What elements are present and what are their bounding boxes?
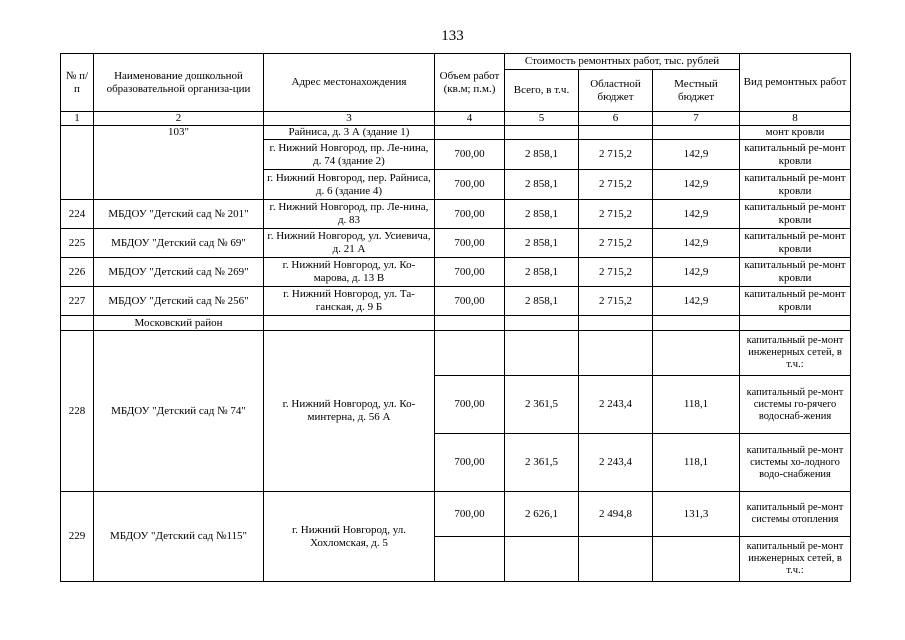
volume: [435, 331, 505, 376]
local-budget: 142,9: [653, 258, 740, 287]
local-budget: 142,9: [653, 200, 740, 229]
header-address: Адрес местонахождения: [264, 54, 435, 112]
regional-budget: 2 715,2: [579, 140, 653, 170]
work-type: монт кровли: [740, 126, 851, 140]
volume: 700,00: [435, 258, 505, 287]
column-number: 5: [505, 112, 579, 126]
total-cost: [505, 126, 579, 140]
total-cost: 2 858,1: [505, 287, 579, 316]
organization-name: 103": [94, 126, 264, 200]
work-type: капитальный ре-монт инженерных сетей, в т.ч.:: [740, 537, 851, 582]
row-number: 224: [61, 200, 94, 229]
total-cost: 2 626,1: [505, 492, 579, 537]
organization-name: МБДОУ "Детский сад № 201": [94, 200, 264, 229]
regional-budget: 2 715,2: [579, 229, 653, 258]
address: г. Нижний Новгород, пер. Райниса, д. 6 (здание 4): [264, 170, 435, 200]
local-budget: 118,1: [653, 434, 740, 492]
table-row: [61, 331, 851, 376]
regional-budget: 2 715,2: [579, 200, 653, 229]
work-type: капитальный ре-монт системы отопления: [740, 492, 851, 537]
work-type: капитальный ре-монт системы го-рячего водоснаб-жения: [740, 376, 851, 434]
volume: [435, 316, 505, 331]
column-number: 2: [94, 112, 264, 126]
total-cost: [505, 316, 579, 331]
work-type: капитальный ре-монт кровли: [740, 170, 851, 200]
total-cost: 2 858,1: [505, 258, 579, 287]
header-organization: Наименование дошкольной образовательной организа-ции: [94, 54, 264, 112]
row-number: 228: [61, 331, 94, 492]
header-row: [61, 54, 851, 70]
local-budget: [653, 331, 740, 376]
address: г. Нижний Новгород, ул. Усиевича, д. 21 А: [264, 229, 435, 258]
header-work-type: Вид ремонтных работ: [740, 54, 851, 112]
repair-works-table: [60, 53, 851, 582]
header-regional: Областной бюджет: [579, 70, 653, 112]
regional-budget: 2 715,2: [579, 258, 653, 287]
work-type: капитальный ре-монт кровли: [740, 287, 851, 316]
regional-budget: [579, 537, 653, 582]
column-number: 1: [61, 112, 94, 126]
address: г. Нижний Новгород, пр. Ле-нина, д. 74 (здание 2): [264, 140, 435, 170]
local-budget: 142,9: [653, 140, 740, 170]
organization-name: МБДОУ "Детский сад №115": [94, 492, 264, 582]
column-number: 6: [579, 112, 653, 126]
header-local: Местный бюджет: [653, 70, 740, 112]
address: г. Нижний Новгород, пр. Ле-нина, д. 83: [264, 200, 435, 229]
local-budget: [653, 316, 740, 331]
column-number: 8: [740, 112, 851, 126]
work-type: капитальный ре-монт кровли: [740, 140, 851, 170]
total-cost: 2 361,5: [505, 434, 579, 492]
total-cost: 2 858,1: [505, 200, 579, 229]
volume: 700,00: [435, 492, 505, 537]
work-type: капитальный ре-монт кровли: [740, 258, 851, 287]
row-number: 227: [61, 287, 94, 316]
row-number: [61, 126, 94, 200]
column-numbers-row: [61, 112, 851, 126]
regional-budget: [579, 331, 653, 376]
volume: 700,00: [435, 376, 505, 434]
address: [264, 316, 435, 331]
work-type: капитальный ре-монт инженерных сетей, в т.ч.:: [740, 331, 851, 376]
work-type: капитальный ре-монт кровли: [740, 200, 851, 229]
table-row: [61, 126, 851, 140]
regional-budget: 2 243,4: [579, 376, 653, 434]
header-cost-group: Стоимость ремонтных работ, тыс. рублей: [505, 54, 740, 70]
regional-budget: [579, 126, 653, 140]
total-cost: 2 858,1: [505, 140, 579, 170]
volume: 700,00: [435, 200, 505, 229]
table-row: [61, 200, 851, 229]
district-name: Московский район: [94, 316, 264, 331]
volume: [435, 126, 505, 140]
regional-budget: 2 715,2: [579, 287, 653, 316]
total-cost: [505, 537, 579, 582]
row-number: [61, 316, 94, 331]
table-row: [61, 492, 851, 537]
page-number: 133: [441, 28, 464, 44]
organization-name: МБДОУ "Детский сад № 74": [94, 331, 264, 492]
organization-name: МБДОУ "Детский сад № 69": [94, 229, 264, 258]
column-number: 4: [435, 112, 505, 126]
address: г. Нижний Новгород, ул. Та-ганская, д. 9 Б: [264, 287, 435, 316]
local-budget: [653, 126, 740, 140]
column-number: 3: [264, 112, 435, 126]
address: г. Нижний Новгород, ул. Хохломская, д. 5: [264, 492, 435, 582]
address: г. Нижний Новгород, ул. Ко-марова, д. 13 В: [264, 258, 435, 287]
address: Райниса, д. 3 А (здание 1): [264, 126, 435, 140]
regional-budget: [579, 316, 653, 331]
total-cost: 2 361,5: [505, 376, 579, 434]
total-cost: 2 858,1: [505, 229, 579, 258]
local-budget: [653, 537, 740, 582]
district-row: [61, 316, 851, 331]
local-budget: 142,9: [653, 170, 740, 200]
regional-budget: 2 494,8: [579, 492, 653, 537]
table-row: [61, 229, 851, 258]
work-type: капитальный ре-монт кровли: [740, 229, 851, 258]
volume: 700,00: [435, 140, 505, 170]
local-budget: 142,9: [653, 229, 740, 258]
address: г. Нижний Новгород, ул. Ко-минтерна, д. 56 А: [264, 331, 435, 492]
local-budget: 131,3: [653, 492, 740, 537]
regional-budget: 2 243,4: [579, 434, 653, 492]
local-budget: 142,9: [653, 287, 740, 316]
organization-name: МБДОУ "Детский сад № 269": [94, 258, 264, 287]
volume: 700,00: [435, 229, 505, 258]
total-cost: 2 858,1: [505, 170, 579, 200]
volume: 700,00: [435, 287, 505, 316]
organization-name: МБДОУ "Детский сад № 256": [94, 287, 264, 316]
header-total: Всего, в т.ч.: [505, 70, 579, 112]
table-row: [61, 287, 851, 316]
work-type: [740, 316, 851, 331]
regional-budget: 2 715,2: [579, 170, 653, 200]
local-budget: 118,1: [653, 376, 740, 434]
total-cost: [505, 331, 579, 376]
table-row: [61, 258, 851, 287]
row-number: 225: [61, 229, 94, 258]
work-type: капитальный ре-монт системы хо-лодного водо-снабжения: [740, 434, 851, 492]
header-number: № п/п: [61, 54, 94, 112]
column-number: 7: [653, 112, 740, 126]
volume: 700,00: [435, 170, 505, 200]
volume: 700,00: [435, 434, 505, 492]
row-number: 229: [61, 492, 94, 582]
volume: [435, 537, 505, 582]
header-volume: Объем работ (кв.м; п.м.): [435, 54, 505, 112]
row-number: 226: [61, 258, 94, 287]
